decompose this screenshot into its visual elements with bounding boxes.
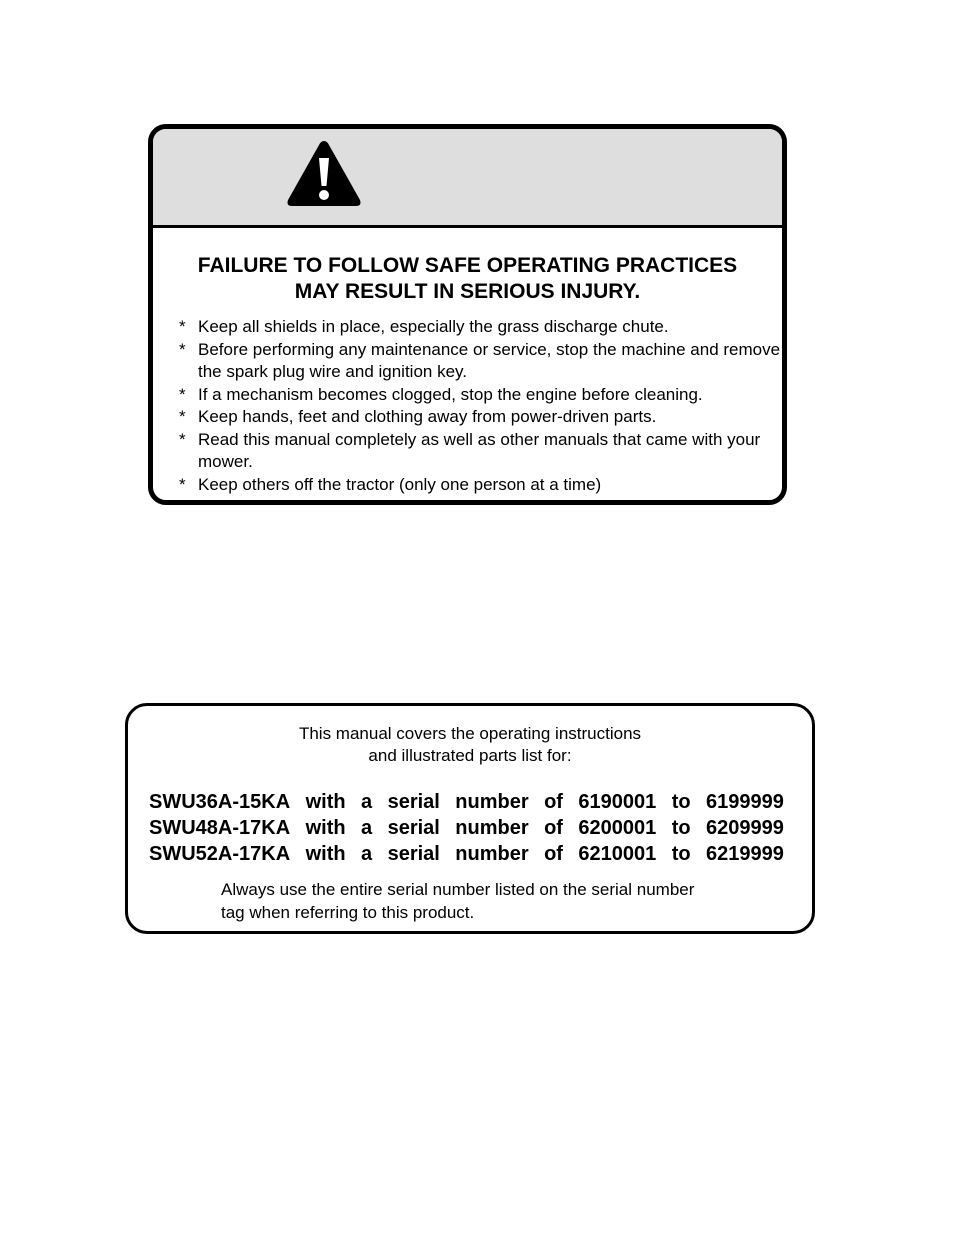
warning-header xyxy=(153,129,782,228)
model-row xyxy=(149,789,784,815)
serial-to: 6209999 xyxy=(706,817,784,839)
warning-triangle-icon xyxy=(285,138,363,210)
safety-instruction xyxy=(179,406,784,429)
bullet-asterisk: * xyxy=(179,474,186,494)
model-word: serial xyxy=(387,843,440,865)
model-word: with xyxy=(305,791,346,813)
model-serial-list xyxy=(149,789,784,867)
model-number: SWU48A-17KA xyxy=(149,817,291,839)
model-number: SWU36A-15KA xyxy=(149,791,291,813)
model-word: a xyxy=(361,843,373,865)
safety-instruction-text: Keep hands, feet and clothing away from power-driven parts. xyxy=(198,407,657,426)
bullet-asterisk: * xyxy=(179,407,186,426)
serial-to: 6199999 xyxy=(706,791,784,813)
model-word: with xyxy=(305,843,346,865)
safety-instruction-text: If a mechanism becomes clogged, stop the engine before cleaning. xyxy=(198,384,703,404)
serial-to: 6219999 xyxy=(706,843,784,865)
serial-number-note xyxy=(221,878,781,924)
serial-number-note-line: tag when referring to this product. xyxy=(221,903,475,922)
bullet-asterisk: * xyxy=(179,429,186,449)
coverage-intro-line: This manual covers the operating instructions xyxy=(298,724,642,743)
model-number: SWU52A-17KA xyxy=(149,843,291,865)
model-word: to xyxy=(671,817,691,839)
model-word: of xyxy=(544,843,563,865)
coverage-intro xyxy=(128,723,812,767)
safety-instruction-text: Before performing any maintenance or service, stop the machine and remove the spark plug wire and ignition key. xyxy=(198,339,781,381)
coverage-intro-line: and illustrated parts list for: xyxy=(368,746,572,765)
model-word: to xyxy=(671,791,691,813)
model-word: of xyxy=(544,817,563,839)
serial-from: 6190001 xyxy=(578,791,657,813)
manual-coverage-box xyxy=(125,703,815,934)
warning-headline-line: MAY RESULT IN SERIOUS INJURY. xyxy=(294,280,641,303)
safety-instruction xyxy=(179,316,784,339)
model-word: of xyxy=(544,791,563,813)
warning-box xyxy=(148,124,787,505)
warning-headline xyxy=(153,253,782,305)
bullet-asterisk: * xyxy=(179,317,186,336)
model-word: number xyxy=(455,791,529,813)
safety-instruction xyxy=(179,474,784,497)
model-row xyxy=(149,815,784,841)
serial-number-note-line: Always use the entire serial number listed on the serial number xyxy=(221,880,695,899)
warning-headline-line: FAILURE TO FOLLOW SAFE OPERATING PRACTICES xyxy=(197,254,738,277)
safety-instruction-text: Keep all shields in place, especially the grass discharge chute. xyxy=(198,317,669,336)
model-word: with xyxy=(305,817,346,839)
model-word: a xyxy=(361,791,373,813)
model-row xyxy=(149,841,784,867)
model-word: serial xyxy=(387,817,440,839)
safety-instruction xyxy=(179,429,784,474)
safety-instruction-text: Keep others off the tractor (only one person at a time) xyxy=(198,474,602,494)
safety-instructions-list xyxy=(179,316,784,496)
model-word: serial xyxy=(387,791,440,813)
bullet-asterisk: * xyxy=(179,384,186,404)
model-word: a xyxy=(361,817,373,839)
bullet-asterisk: * xyxy=(179,339,186,359)
model-word: to xyxy=(671,843,691,865)
model-word: number xyxy=(455,817,529,839)
model-word: number xyxy=(455,843,529,865)
safety-instruction-text: Read this manual completely as well as other manuals that came with your mower. xyxy=(198,429,761,471)
serial-from: 6210001 xyxy=(578,843,657,865)
safety-instruction xyxy=(179,339,784,384)
safety-instruction xyxy=(179,384,784,407)
serial-from: 6200001 xyxy=(578,817,657,839)
